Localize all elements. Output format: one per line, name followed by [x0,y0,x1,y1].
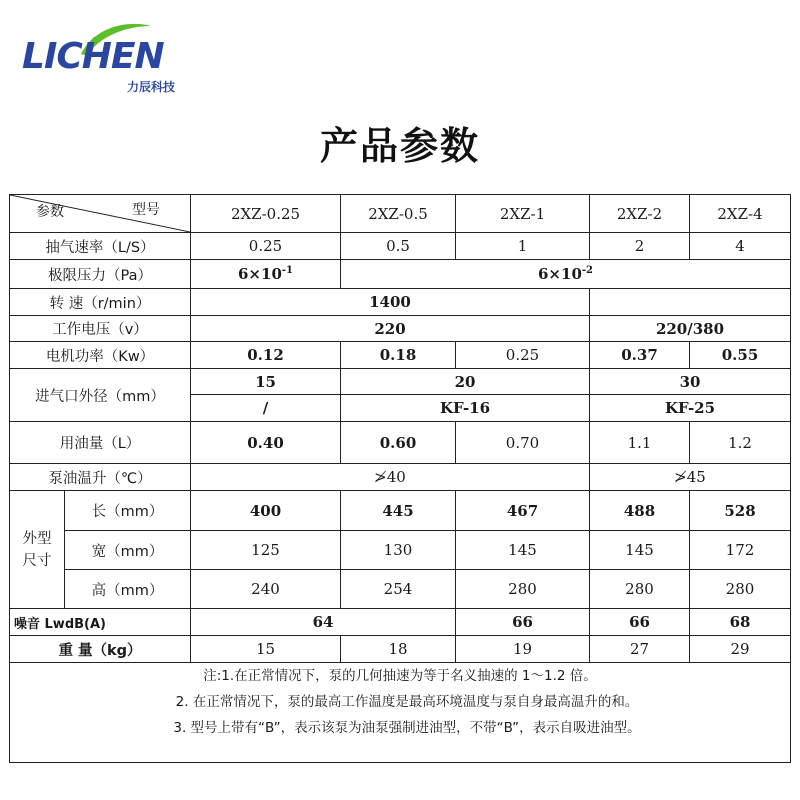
table-header-row [10,195,791,233]
value-cell [341,260,791,289]
value-cell: 0.55 [690,342,791,369]
value-cell: 145 [590,531,690,570]
row-label: 用油量（L） [10,422,191,464]
value-cell: 528 [690,491,791,531]
value-cell: 27 [590,636,690,663]
row-label: 转 速（r/min） [10,289,191,316]
oil-volume-row [10,422,791,464]
notes-row [10,663,791,763]
value-cell: ≯40 [191,464,590,491]
note-line: 2. 在正常情况下，泵的最高工作温度是最高环境温度与泵自身最高温升的和。 [175,694,639,710]
model-cell: 2XZ-0.25 [191,195,341,233]
group-label-line: 外型 [22,530,52,547]
value-cell: 0.70 [456,422,590,464]
value-cell: 145 [456,531,590,570]
row-label: 高（mm） [65,570,191,609]
height-row [10,570,791,609]
value-cell: 15 [191,369,341,395]
value-cell: / [191,395,341,422]
note-line: 3. 型号上带有“B”，表示该泵为油泵强制进油型，不带“B”，表示自吸进油型。 [173,720,641,736]
value-cell: 29 [690,636,791,663]
value-cell: 280 [590,570,690,609]
row-label: 泵油温升（℃） [10,464,191,491]
value-cell: 125 [191,531,341,570]
value-cell: 0.25 [191,233,341,260]
value-cell: 220 [191,316,590,342]
spec-table [9,194,791,763]
value-cell: KF-25 [590,395,791,422]
value-cell: 1.2 [690,422,791,464]
pressure-base: 6×10 [538,265,582,283]
value-cell: 1.1 [590,422,690,464]
value-cell: 130 [341,531,456,570]
value-cell: 400 [191,491,341,531]
value-cell: 488 [590,491,690,531]
pressure-exponent: -1 [281,265,293,276]
model-cell: 2XZ-4 [690,195,791,233]
pump-speed-row [10,233,791,260]
model-cell: 2XZ-0.5 [341,195,456,233]
value-cell: 0.37 [590,342,690,369]
value-cell: 1400 [191,289,590,316]
value-cell: 0.25 [456,342,590,369]
logo-subtitle: 力辰科技 [127,80,176,94]
motor-power-row [10,342,791,369]
row-label: 极限压力（Pa） [10,260,191,289]
value-cell: 30 [590,369,791,395]
row-label: 工作电压（v） [10,316,191,342]
noise-row [10,609,791,636]
value-cell [191,260,341,289]
value-cell: 0.40 [191,422,341,464]
value-cell: 64 [191,609,456,636]
note-line: 注:1.在正常情况下，泵的几何抽速为等于名义抽速的 1～1.2 倍。 [203,668,597,684]
row-label: 进气口外径（mm） [10,369,191,422]
value-cell: 15 [191,636,341,663]
company-logo [22,16,212,94]
rotation-speed-row [10,289,791,316]
model-cell: 2XZ-2 [590,195,690,233]
voltage-row [10,316,791,342]
value-cell: 0.60 [341,422,456,464]
weight-row [10,636,791,663]
value-cell: 220/380 [590,316,791,342]
value-cell: 240 [191,570,341,609]
value-cell: 20 [341,369,590,395]
notes-cell [10,663,791,763]
value-cell: 0.5 [341,233,456,260]
empty-cell [590,289,791,316]
header-corner-cell [10,195,191,233]
row-label: 长（mm） [65,491,191,531]
logo-wordmark: LICHEN [22,36,164,77]
pressure-base: 6×10 [238,265,282,283]
value-cell: 4 [690,233,791,260]
value-cell: 172 [690,531,791,570]
value-cell: 66 [590,609,690,636]
model-cell: 2XZ-1 [456,195,590,233]
value-cell: 280 [690,570,791,609]
row-label: 电机功率（Kw） [10,342,191,369]
width-row [10,531,791,570]
length-row [10,491,791,531]
page-title: 产品参数 [319,124,480,168]
value-cell: KF-16 [341,395,590,422]
oil-temp-rise-row [10,464,791,491]
value-cell: 0.12 [191,342,341,369]
value-cell: 68 [690,609,791,636]
value-cell: ≯45 [590,464,791,491]
group-label-line: 尺寸 [22,552,52,569]
inlet-diameter-row-1 [10,369,791,395]
value-cell: 445 [341,491,456,531]
header-model-label: 型号 [132,202,160,218]
value-cell: 467 [456,491,590,531]
ultimate-pressure-row [10,260,791,289]
value-cell: 0.18 [341,342,456,369]
row-label: 宽（mm） [65,531,191,570]
pressure-exponent: -2 [581,265,593,276]
value-cell: 2 [590,233,690,260]
value-cell: 18 [341,636,456,663]
row-label: 抽气速率（L/S） [10,233,191,260]
value-cell: 19 [456,636,590,663]
row-label: 重 量（kg） [10,636,191,663]
dimensions-group-label [10,491,65,609]
value-cell: 280 [456,570,590,609]
value-cell: 254 [341,570,456,609]
value-cell: 66 [456,609,590,636]
header-params-label: 参数 [36,204,64,220]
value-cell: 1 [456,233,590,260]
row-label: 噪音 LwdB(A) [10,609,191,636]
